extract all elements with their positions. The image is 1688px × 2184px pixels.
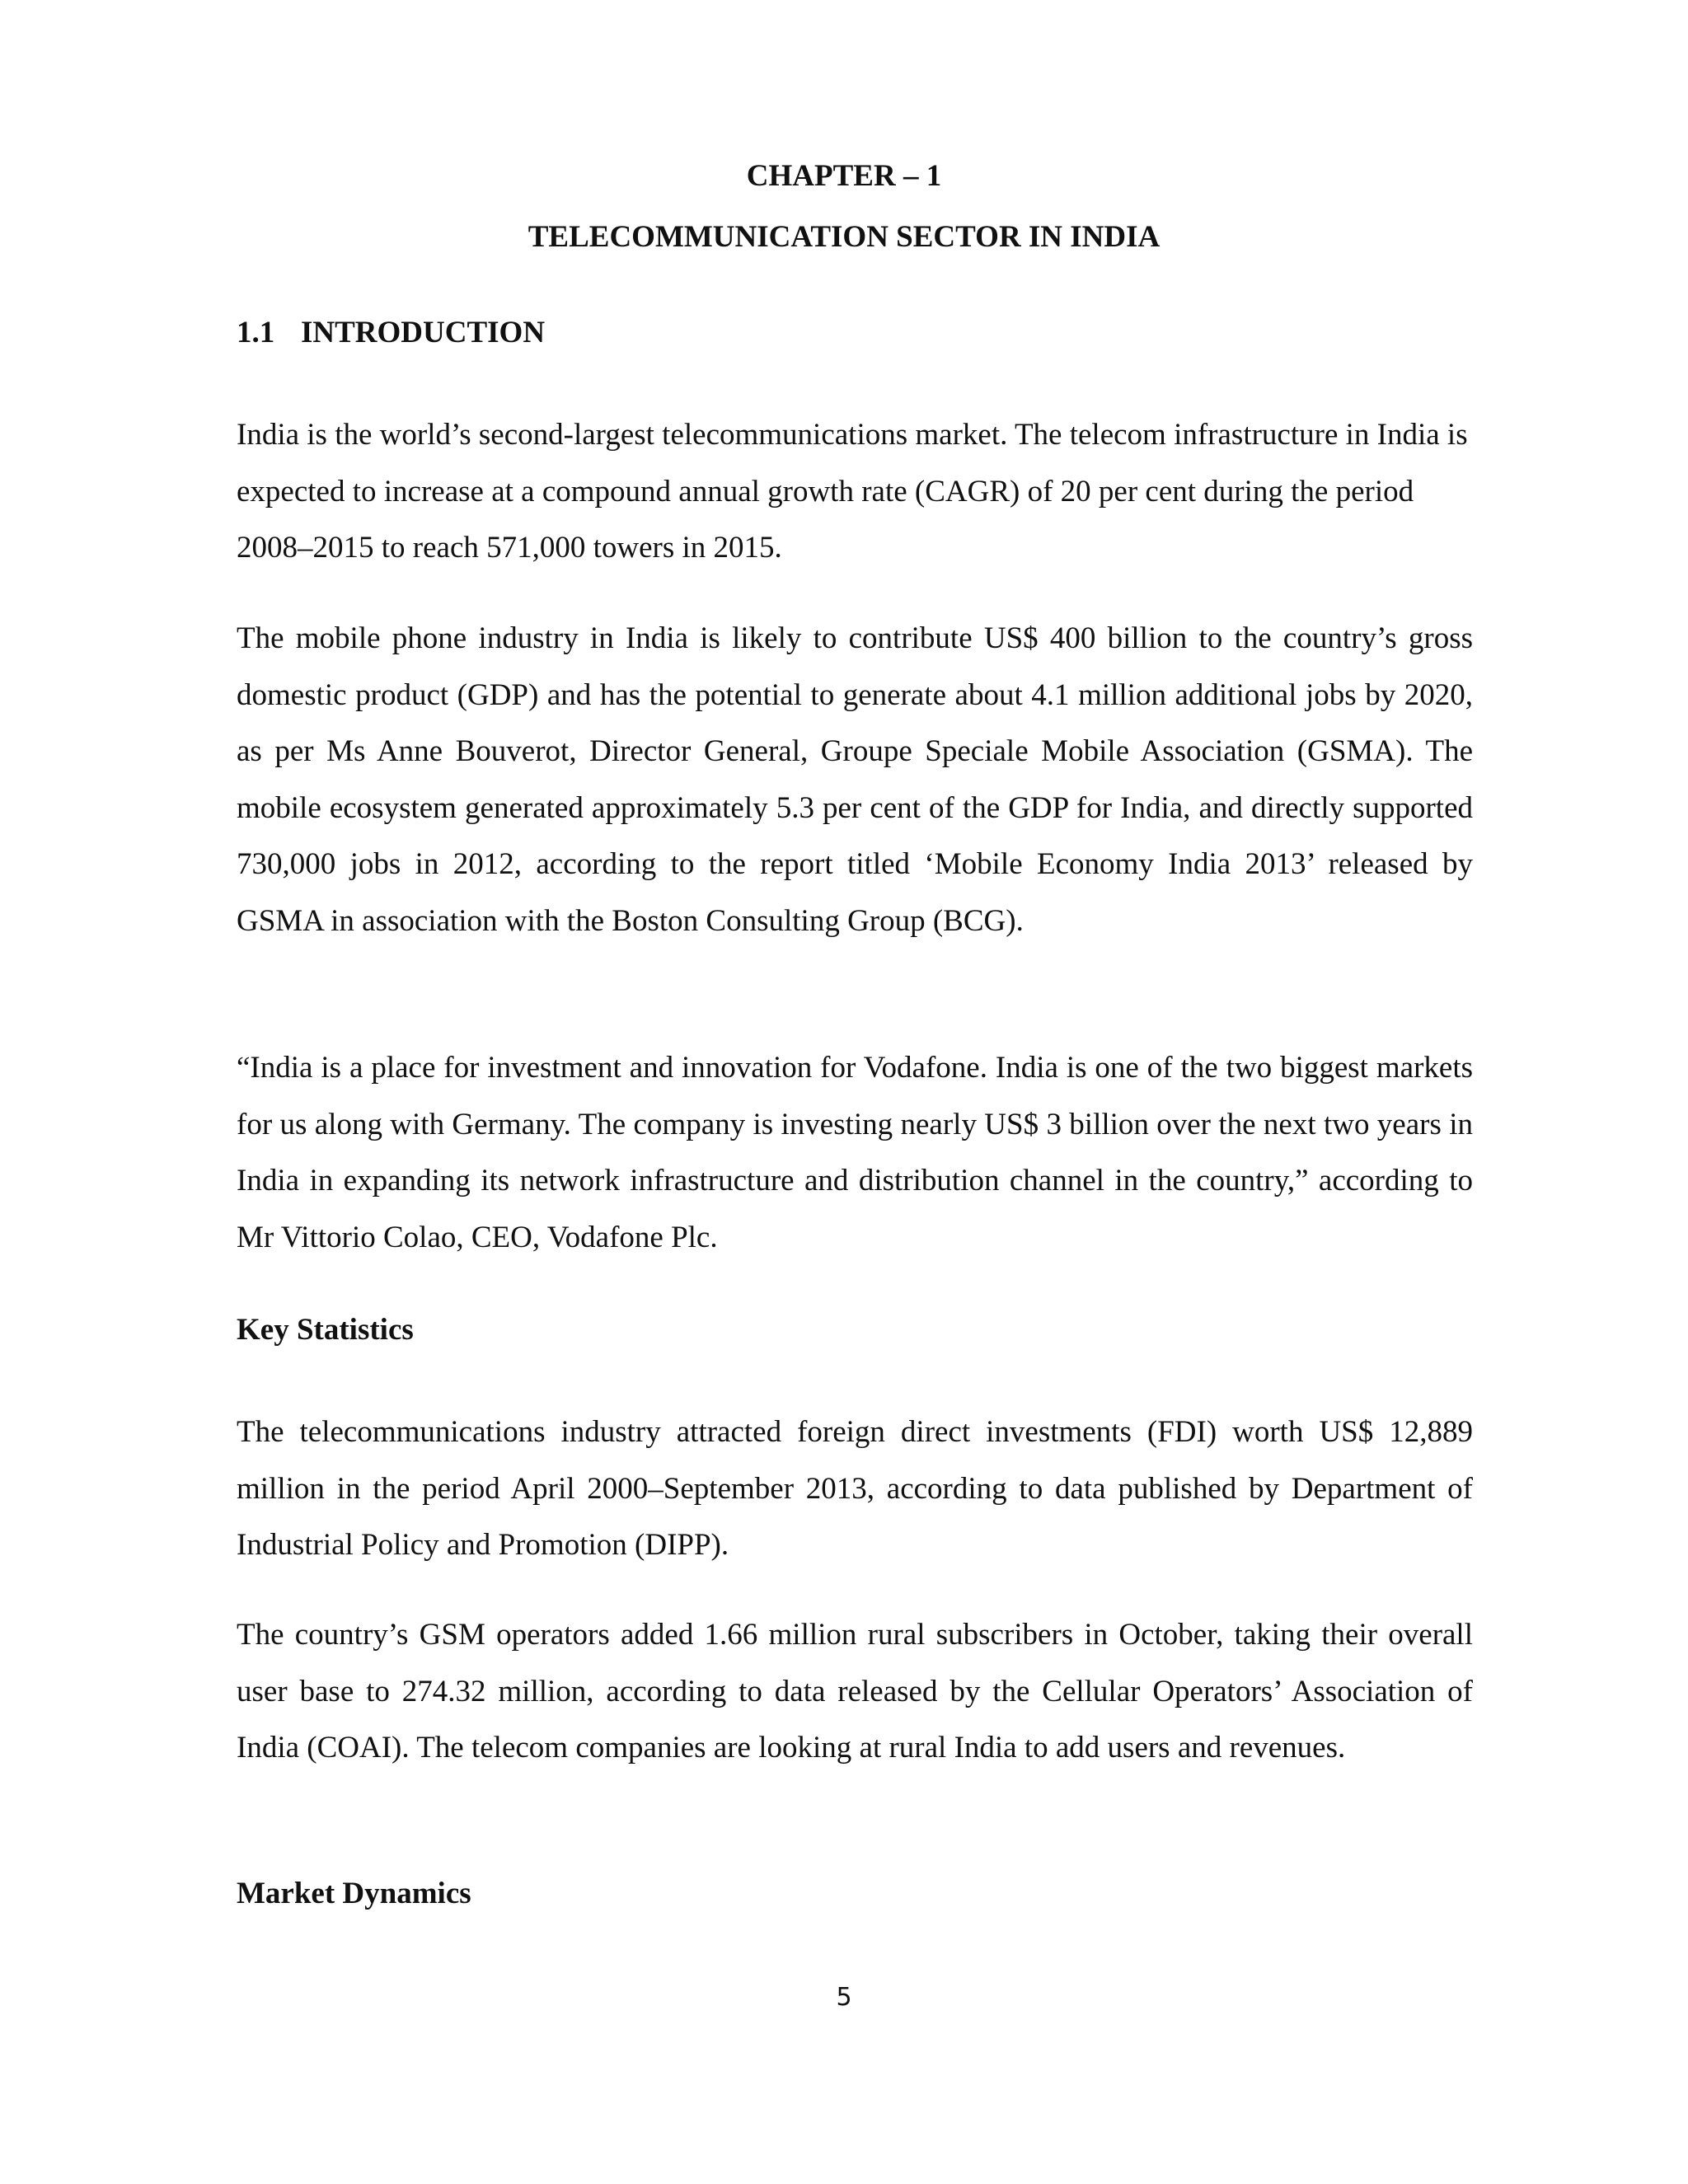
chapter-number: CHAPTER – 1 — [746, 159, 942, 193]
intro-paragraph-2: The mobile phone industry in India is likely to contribute US$ 400 billion to the country’s gross domestic product (GDP) and has the potential to generate about 4.1 million additional jobs by 2020, as per Ms Anne Bouverot, Director General, Groupe Speciale Mobile Association (GSMA). The mobile ecosystem generated approximately 5.3 per cent of the GDP for India, and directly supported 730,000 jobs in 2012, according to the report titled ‘Mobile Economy India 2013’ released by GSMA in association with the Boston Consulting Group (BCG). — [237, 621, 1473, 938]
key-statistics-paragraph-1: The telecommunications industry attracted foreign direct investments (FDI) worth US$ 12,889 million in the period April 2000–September 2013, according to data published by Department of Industrial Policy and Promotion (DIPP). — [237, 1415, 1473, 1562]
section-title: INTRODUCTION — [301, 316, 546, 349]
key-statistics-heading: Key Statistics — [237, 1313, 414, 1347]
page-number: 5 — [836, 1983, 852, 2012]
market-dynamics-heading: Market Dynamics — [237, 1877, 471, 1910]
section-heading — [237, 315, 545, 350]
intro-paragraph-3: “India is a place for investment and innovation for Vodafone. India is one of the two biggest markets for us along with Germany. The company is investing nearly US$ 3 billion over the next two years in India in expanding its network infrastructure and distribution channel in the country,” according to Mr Vittorio Colao, CEO, Vodafone Plc. — [237, 1051, 1473, 1254]
chapter-title: TELECOMMUNICATION SECTOR IN INDIA — [528, 220, 1160, 254]
section-number: 1.1 — [237, 316, 275, 349]
key-statistics-paragraph-2: The country’s GSM operators added 1.66 million rural subscribers in October, taking their overall user base to 274.32 million, according to data released by the Cellular Operators’ Association of India (COAI). The telecom companies are looking at rural India to add users and revenues. — [237, 1618, 1473, 1765]
intro-paragraph-1: India is the world’s second-largest telecommunications market. The telecom infrastructure in India is expected to increase at a compound annual growth rate (CAGR) of 20 per cent during the period 2008–2015 to reach 571,000 towers in 2015. — [237, 418, 1468, 565]
